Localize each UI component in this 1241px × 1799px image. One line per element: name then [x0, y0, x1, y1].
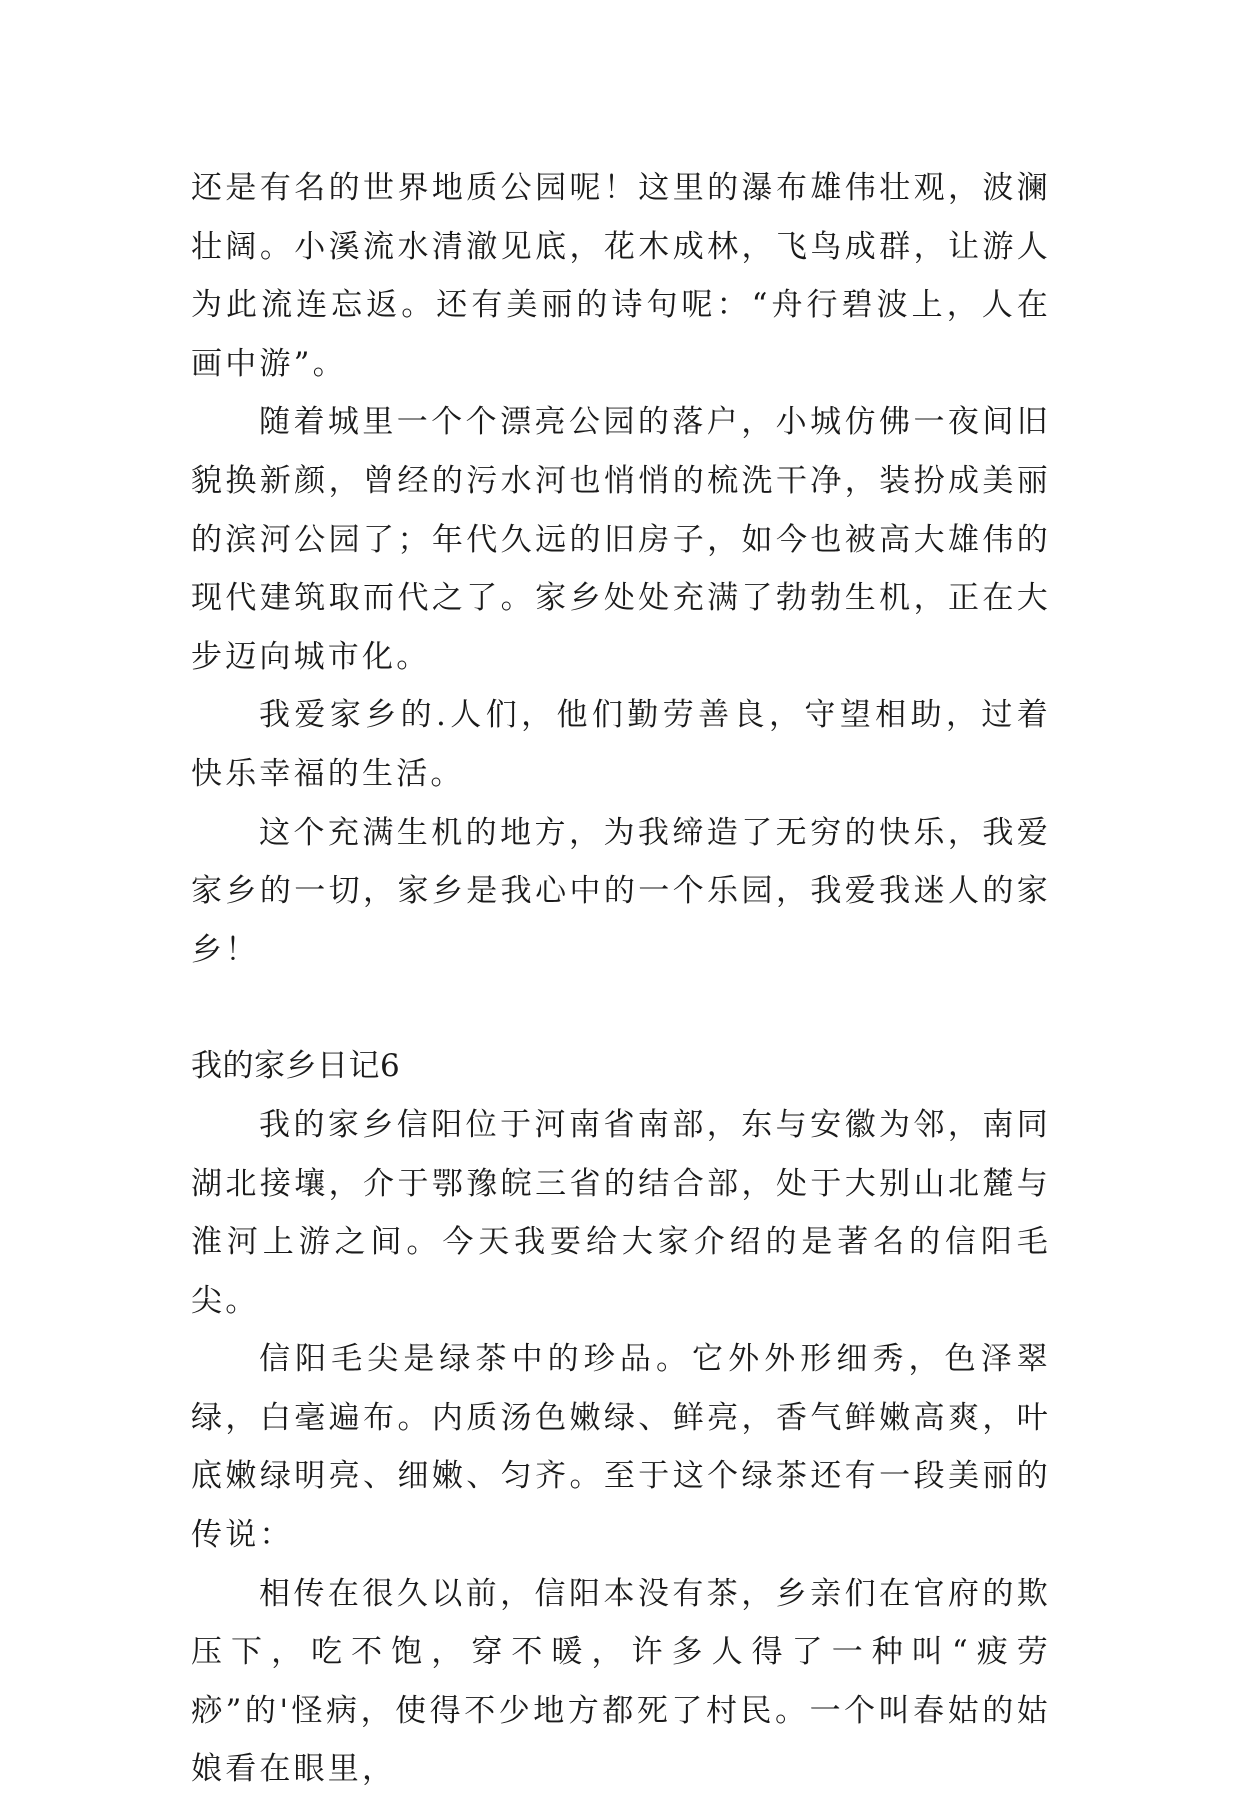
paragraph: 我爱家乡的.人们，他们勤劳善良，守望相助，过着快乐幸福的生活。	[191, 697, 1051, 792]
paragraph: 随着城里一个个漂亮公园的落户，小城仿佛一夜间旧貌换新颜，曾经的污水河也悄悄的梳洗干净，装扮成美丽的滨河公园了；年代久远的旧房子，如今也被高大雄伟的现代建筑取而代之了。家乡处处充满了勃勃生机，正在大步迈向城市化。	[191, 404, 1051, 675]
paragraph: 信阳毛尖是绿茶中的珍品。它外外形细秀，色泽翠绿，白毫遍布。内质汤色嫩绿、鲜亮，香气鲜嫩高爽，叶底嫩绿明亮、细嫩、匀齐。至于这个绿茶还有一段美丽的传说：	[191, 1341, 1051, 1554]
section-gap	[191, 979, 1051, 1037]
paragraph: 我的家乡信阳位于河南省南部，东与安徽为邻，南同湖北接壤，介于鄂豫皖三省的结合部，处于大别山北麓与淮河上游之间。今天我要给大家介绍的是著名的信阳毛尖。	[191, 1106, 1051, 1319]
paragraph: 相传在很久以前，信阳本没有茶，乡亲们在官府的欺压下，吃不饱，穿不暖，许多人得了一种叫“疲劳痧”的'怪病，使得不少地方都死了村民。一个叫春姑的姑娘看在眼里，	[191, 1575, 1051, 1788]
paragraph-continuation: 还是有名的世界地质公园呢！这里的瀑布雄伟壮观，波澜壮阔。小溪流水清澈见底，花木成林，飞鸟成群，让游人为此流连忘返。还有美丽的诗句呢：“舟行碧波上，人在画中游”。	[191, 170, 1051, 382]
document-body	[191, 159, 1051, 1799]
paragraph: 这个充满生机的地方，为我缔造了无穷的快乐，我爱家乡的一切，家乡是我心中的一个乐园，我爱我迷人的家乡！	[191, 814, 1051, 968]
section-title: 我的家乡日记6	[191, 1048, 401, 1085]
